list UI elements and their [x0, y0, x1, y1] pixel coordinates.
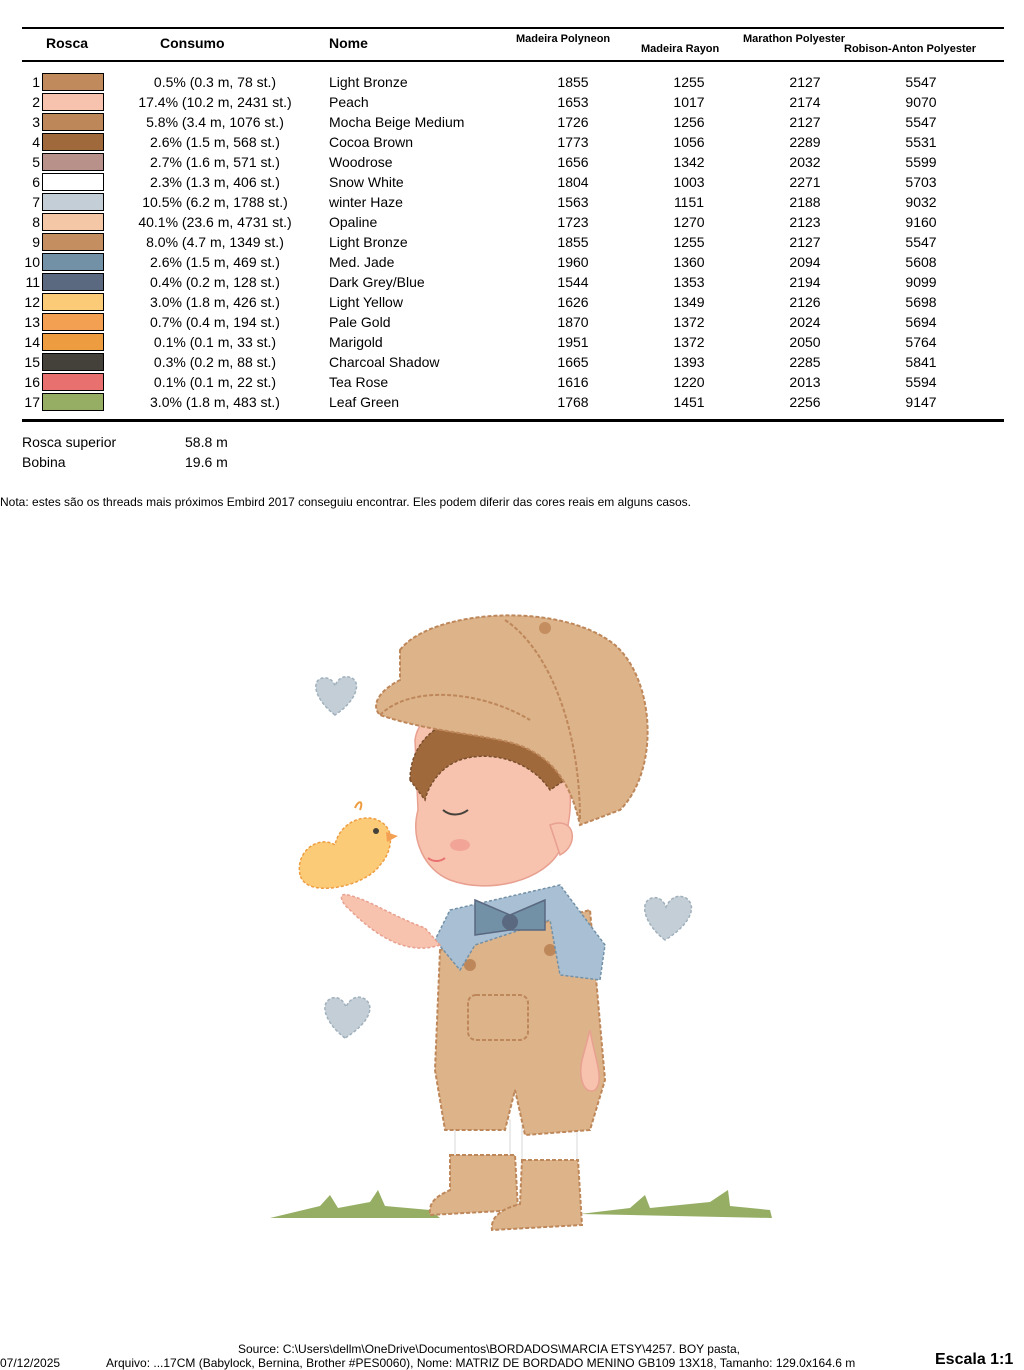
- table-row: [0, 172, 1024, 192]
- marathon-polyester-code: 2285: [789, 354, 821, 370]
- madeira-rayon-code: 1003: [673, 174, 705, 190]
- thread-name: Light Bronze: [329, 74, 408, 90]
- thread-consumption: 0.1% (0.1 m, 22 st.): [153, 374, 277, 390]
- robison-anton-code: 5703: [905, 174, 937, 190]
- marathon-polyester-code: 2174: [789, 94, 821, 110]
- madeira-polyneon-code: 1653: [557, 94, 589, 110]
- thread-consumption: 17.4% (10.2 m, 2431 st.): [138, 94, 292, 110]
- table-top-rule: [22, 27, 1004, 29]
- marathon-polyester-code: 2256: [789, 394, 821, 410]
- color-swatch: [42, 193, 104, 211]
- madeira-polyneon-code: 1855: [557, 234, 589, 250]
- marathon-polyester-code: 2013: [789, 374, 821, 390]
- thread-number: 4: [32, 134, 40, 150]
- color-swatch: [42, 213, 104, 231]
- marathon-polyester-code: 2127: [789, 114, 821, 130]
- madeira-rayon-code: 1056: [673, 134, 705, 150]
- madeira-rayon-code: 1393: [673, 354, 705, 370]
- robison-anton-code: 5841: [905, 354, 937, 370]
- table-row: [0, 292, 1024, 312]
- marathon-polyester-code: 2127: [789, 74, 821, 90]
- color-swatch: [42, 153, 104, 171]
- thread-number: 7: [32, 194, 40, 210]
- thread-consumption: 8.0% (4.7 m, 1349 st.): [146, 234, 284, 250]
- madeira-polyneon-code: 1723: [557, 214, 589, 230]
- table-row: [0, 332, 1024, 352]
- table-row: [0, 152, 1024, 172]
- madeira-rayon-code: 1360: [673, 254, 705, 270]
- marathon-polyester-code: 2024: [789, 314, 821, 330]
- color-swatch: [42, 173, 104, 191]
- table-bottom-rule: [22, 419, 1004, 422]
- table-row: [0, 392, 1024, 412]
- table-row: [0, 212, 1024, 232]
- madeira-rayon-code: 1220: [673, 374, 705, 390]
- thread-number: 13: [24, 314, 40, 330]
- marathon-polyester-code: 2188: [789, 194, 821, 210]
- header-consumo: Consumo: [160, 35, 225, 51]
- color-swatch: [42, 313, 104, 331]
- color-swatch: [42, 253, 104, 271]
- thread-consumption: 0.1% (0.1 m, 33 st.): [153, 334, 277, 350]
- thread-name: Tea Rose: [329, 374, 389, 390]
- thread-consumption: 2.3% (1.3 m, 406 st.): [150, 174, 280, 190]
- thread-number: 6: [32, 174, 40, 190]
- madeira-rayon-code: 1255: [673, 234, 705, 250]
- table-header-rule: [22, 60, 1004, 62]
- madeira-polyneon-code: 1626: [557, 294, 589, 310]
- color-swatch: [42, 393, 104, 411]
- header-robison-anton-polyester: Robison-Anton Polyester: [844, 43, 977, 55]
- header-madeira-rayon: Madeira Rayon: [641, 43, 720, 55]
- marathon-polyester-code: 2271: [789, 174, 821, 190]
- color-swatch: [42, 373, 104, 391]
- robison-anton-code: 5547: [905, 234, 937, 250]
- thread-number: 8: [32, 214, 40, 230]
- madeira-polyneon-code: 1773: [557, 134, 589, 150]
- bobina-value: 19.6 m: [185, 454, 228, 470]
- thread-consumption: 10.5% (6.2 m, 1788 st.): [142, 194, 288, 210]
- thread-name: Peach: [329, 94, 369, 110]
- color-swatch: [42, 133, 104, 151]
- rosca-superior-label: Rosca superior: [22, 434, 117, 450]
- header-rosca: Rosca: [46, 35, 89, 51]
- thread-name: Opaline: [329, 214, 378, 230]
- table-row: [0, 312, 1024, 332]
- bobina-label: Bobina: [22, 454, 66, 470]
- madeira-rayon-code: 1151: [673, 194, 705, 210]
- madeira-rayon-code: 1349: [673, 294, 705, 310]
- embroidery-design-image: [260, 610, 780, 1250]
- thread-number: 1: [32, 74, 40, 90]
- thread-note: Nota: estes são os threads mais próximos Embird 2017 conseguiu encontrar. Eles podem diferir das cores reais em alguns casos.: [0, 495, 692, 509]
- madeira-polyneon-code: 1726: [557, 114, 589, 130]
- table-row: [0, 252, 1024, 272]
- robison-anton-code: 5608: [905, 254, 937, 270]
- robison-anton-code: 9070: [905, 94, 937, 110]
- table-row: [0, 92, 1024, 112]
- thread-consumption: 40.1% (23.6 m, 4731 st.): [138, 214, 292, 230]
- thread-name: Marigold: [329, 334, 383, 350]
- thread-number: 12: [24, 294, 40, 310]
- thread-name: winter Haze: [329, 194, 403, 210]
- thread-name: Cocoa Brown: [329, 134, 414, 150]
- thread-name: Charcoal Shadow: [329, 354, 440, 370]
- madeira-rayon-code: 1451: [673, 394, 705, 410]
- color-swatch: [42, 113, 104, 131]
- color-swatch: [42, 73, 104, 91]
- color-swatch: [42, 293, 104, 311]
- table-row: [0, 72, 1024, 92]
- thread-number: 15: [24, 354, 40, 370]
- robison-anton-code: 5594: [905, 374, 937, 390]
- marathon-polyester-code: 2127: [789, 234, 821, 250]
- thread-name: Woodrose: [329, 154, 393, 170]
- header-marathon-polyester: Marathon Polyester: [743, 33, 846, 45]
- rosca-superior-value: 58.8 m: [185, 434, 228, 450]
- thread-consumption: 0.3% (0.2 m, 88 st.): [153, 354, 277, 370]
- thread-consumption: 3.0% (1.8 m, 426 st.): [150, 294, 280, 310]
- madeira-rayon-code: 1255: [673, 74, 705, 90]
- madeira-rayon-code: 1353: [673, 274, 705, 290]
- color-swatch: [42, 93, 104, 111]
- madeira-polyneon-code: 1544: [557, 274, 589, 290]
- madeira-rayon-code: 1270: [673, 214, 705, 230]
- madeira-rayon-code: 1342: [673, 154, 705, 170]
- madeira-polyneon-code: 1563: [557, 194, 589, 210]
- thread-name: Dark Grey/Blue: [329, 274, 425, 290]
- thread-name: Light Bronze: [329, 234, 408, 250]
- thread-number: 2: [32, 94, 40, 110]
- thread-number: 17: [24, 394, 40, 410]
- thread-name: Med. Jade: [329, 254, 395, 270]
- thread-consumption: 2.7% (1.6 m, 571 st.): [150, 154, 280, 170]
- madeira-rayon-code: 1017: [673, 94, 705, 110]
- marathon-polyester-code: 2194: [789, 274, 821, 290]
- thread-number: 10: [24, 254, 40, 270]
- thread-consumption: 0.4% (0.2 m, 128 st.): [150, 274, 280, 290]
- color-swatch: [42, 333, 104, 351]
- header-nome: Nome: [329, 35, 368, 51]
- thread-number: 9: [32, 234, 40, 250]
- robison-anton-code: 9147: [905, 394, 937, 410]
- madeira-polyneon-code: 1951: [557, 334, 589, 350]
- robison-anton-code: 9160: [905, 214, 937, 230]
- color-swatch: [42, 353, 104, 371]
- scale-label: Escala 1:1: [935, 1351, 1014, 1368]
- robison-anton-code: 5599: [905, 154, 937, 170]
- marathon-polyester-code: 2123: [789, 214, 821, 230]
- table-row: [0, 232, 1024, 252]
- thread-name: Leaf Green: [329, 394, 400, 410]
- footer-source: Source: C:\Users\dellm\OneDrive\Documentos\BORDADOS\MARCIA ETSY\4257. BOY pasta,: [238, 1342, 740, 1356]
- thread-consumption: 2.6% (1.5 m, 469 st.): [150, 254, 280, 270]
- robison-anton-code: 9032: [905, 194, 937, 210]
- marathon-polyester-code: 2050: [789, 334, 821, 350]
- madeira-rayon-code: 1256: [673, 114, 705, 130]
- robison-anton-code: 5764: [905, 334, 937, 350]
- marathon-polyester-code: 2289: [789, 134, 821, 150]
- madeira-rayon-code: 1372: [673, 314, 705, 330]
- footer-date: 07/12/2025: [0, 1356, 61, 1370]
- robison-anton-code: 5531: [905, 134, 937, 150]
- marathon-polyester-code: 2126: [789, 294, 821, 310]
- madeira-polyneon-code: 1665: [557, 354, 589, 370]
- table-row: [0, 352, 1024, 372]
- thread-name: Pale Gold: [329, 314, 391, 330]
- madeira-polyneon-code: 1616: [557, 374, 589, 390]
- table-row: [0, 132, 1024, 152]
- thread-name: Snow White: [329, 174, 404, 190]
- madeira-polyneon-code: 1656: [557, 154, 589, 170]
- color-swatch: [42, 233, 104, 251]
- thread-name: Light Yellow: [329, 294, 403, 310]
- madeira-polyneon-code: 1855: [557, 74, 589, 90]
- thread-consumption: 0.5% (0.3 m, 78 st.): [153, 74, 277, 90]
- table-row: [0, 372, 1024, 392]
- table-row: [0, 112, 1024, 132]
- footer-arquivo: Arquivo: ...17CM (Babylock, Bernina, Brother #PES0060), Nome: MATRIZ DE BORDADO MENINO GB109 13X18, Tamanho: 129.0x164.6 m: [106, 1356, 856, 1370]
- header-madeira-polyneon: Madeira Polyneon: [516, 33, 611, 45]
- robison-anton-code: 5694: [905, 314, 937, 330]
- thread-consumption: 0.7% (0.4 m, 194 st.): [150, 314, 280, 330]
- robison-anton-code: 5547: [905, 74, 937, 90]
- madeira-rayon-code: 1372: [673, 334, 705, 350]
- thread-number: 16: [24, 374, 40, 390]
- table-row: [0, 192, 1024, 212]
- thread-consumption: 3.0% (1.8 m, 483 st.): [150, 394, 280, 410]
- thread-number: 5: [32, 154, 40, 170]
- thread-number: 14: [24, 334, 40, 350]
- thread-number: 3: [32, 114, 40, 130]
- madeira-polyneon-code: 1960: [557, 254, 589, 270]
- thread-name: Mocha Beige Medium: [329, 114, 465, 130]
- color-swatch: [42, 273, 104, 291]
- madeira-polyneon-code: 1768: [557, 394, 589, 410]
- marathon-polyester-code: 2032: [789, 154, 821, 170]
- thread-consumption: 5.8% (3.4 m, 1076 st.): [146, 114, 284, 130]
- robison-anton-code: 5698: [905, 294, 937, 310]
- thread-consumption: 2.6% (1.5 m, 568 st.): [150, 134, 280, 150]
- madeira-polyneon-code: 1804: [557, 174, 589, 190]
- robison-anton-code: 9099: [905, 274, 937, 290]
- robison-anton-code: 5547: [905, 114, 937, 130]
- table-row: [0, 272, 1024, 292]
- thread-number: 11: [25, 274, 40, 290]
- marathon-polyester-code: 2094: [789, 254, 821, 270]
- madeira-polyneon-code: 1870: [557, 314, 589, 330]
